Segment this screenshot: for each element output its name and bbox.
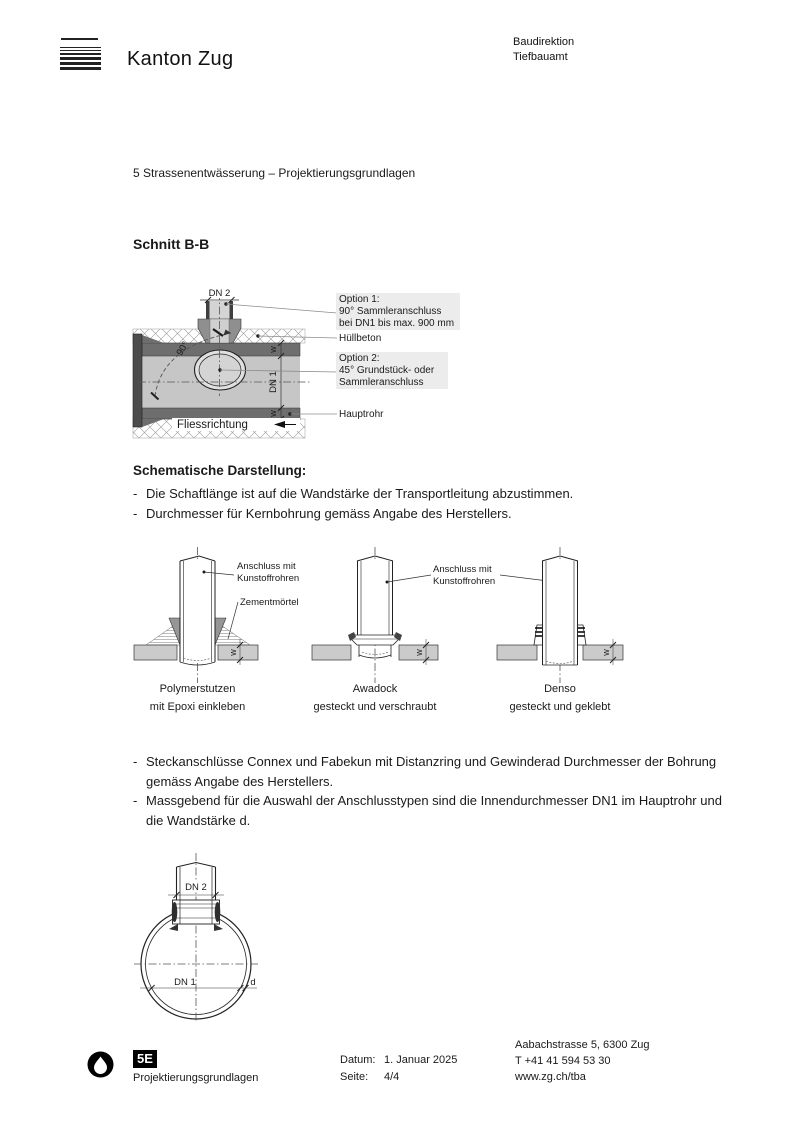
anschluss-label-line1: Anschluss mit bbox=[237, 561, 296, 572]
connection-types-figure bbox=[133, 545, 668, 720]
dim-dn1-label: DN 1 bbox=[268, 371, 279, 393]
water-drop-icon bbox=[87, 1051, 114, 1078]
caption-polymerstutzen-2: mit Epoxi einkleben bbox=[149, 701, 246, 713]
date-label: Datum: bbox=[340, 1054, 376, 1066]
option2-line2: 45° Grundstück- oder bbox=[339, 365, 435, 376]
huellbeton-label: Hüllbeton bbox=[339, 333, 382, 344]
bullet-text: Die Schaftlänge ist auf die Wandstärke der Transportleitung abzustimmen. bbox=[146, 486, 574, 501]
footer-left bbox=[133, 1050, 258, 1084]
date-value: 1. Januar 2025 bbox=[384, 1054, 458, 1066]
page-label: Seite: bbox=[340, 1071, 369, 1083]
anschluss-shared-line2: Kunstoffrohren bbox=[433, 576, 496, 587]
department-line: Baudirektion bbox=[513, 36, 575, 48]
schematic-bullet-list bbox=[133, 484, 733, 523]
caption-awadock-2: gesteckt und verschraubt bbox=[313, 701, 437, 713]
caption-awadock-1: Awadock bbox=[352, 683, 398, 695]
footer-address bbox=[515, 1037, 650, 1085]
list-item: - Die Schaftlänge ist auf die Wandstärke der Transportleitung abzustimmen. bbox=[133, 484, 733, 504]
list-item: - Massgebend für die Auswahl der Anschlusstypen sind die Innendurchmesser DN1 im Hauptrohr und die Wandstärke d. bbox=[133, 791, 725, 830]
bullet-text: Durchmesser für Kernbohrung gemäss Angabe des Herstellers. bbox=[146, 505, 512, 521]
zementmoertel-label: Zementmörtel bbox=[240, 597, 299, 608]
slab-left bbox=[134, 645, 177, 660]
bullet-text: Steckanschlüsse Connex und Fabekun mit Distanzring und Gewinderad Durchmesser der Bohrung gemäss Angabe des Herstellers. bbox=[146, 754, 717, 789]
option2-line1: Option 2: bbox=[339, 353, 380, 364]
bullet-text: Massgebend für die Auswahl der Anschlusstypen sind die Innendurchmesser DN1 im Hauptrohr und die Wandstärke d. bbox=[146, 793, 722, 828]
dim-w-top-label: w bbox=[268, 346, 278, 353]
footer-meta bbox=[340, 1052, 457, 1086]
dim-w-label: w bbox=[228, 649, 238, 656]
kanton-zug-logo-icon bbox=[60, 38, 102, 70]
canton-title: Kanton Zug bbox=[127, 48, 234, 70]
section-heading-schnitt: Schnitt B-B bbox=[133, 236, 210, 252]
notes-bullet-list bbox=[133, 752, 725, 830]
flow-direction-label: Fliessrichtung bbox=[177, 419, 248, 431]
dim-d-label: d bbox=[250, 977, 256, 988]
option1-line2: 90° Sammleranschluss bbox=[339, 306, 442, 317]
caption-denso-2: gesteckt und geklebt bbox=[509, 701, 611, 713]
branch-pipe-wall-left bbox=[206, 301, 210, 321]
chapter-code-badge: 5E bbox=[133, 1050, 157, 1068]
anschluss-shared-line1: Anschluss mit bbox=[433, 564, 492, 575]
caption-polymerstutzen-1: Polymerstutzen bbox=[159, 683, 236, 695]
coupling-sleeve bbox=[173, 900, 220, 924]
caption-denso-1: Denso bbox=[544, 683, 576, 695]
list-item: - Steckanschlüsse Connex und Fabekun mit Distanzring und Gewinderad Durchmesser der Bohrung gemäss Angabe des Herstellers. bbox=[133, 752, 725, 791]
dim-dn2-label: DN 2 bbox=[208, 288, 231, 299]
schnitt-bb-figure bbox=[128, 284, 468, 452]
anschluss-label-line2: Kunstoffrohren bbox=[237, 573, 300, 584]
dim-w-label: w bbox=[601, 649, 611, 656]
pipe-bell-socket bbox=[133, 334, 142, 427]
department-block bbox=[513, 35, 574, 65]
office-line: Tiefbauamt bbox=[513, 51, 568, 63]
address-line: www.zg.ch/tba bbox=[515, 1071, 586, 1083]
angle-90-label: 90° bbox=[174, 339, 192, 358]
slab-left bbox=[312, 645, 351, 660]
awadock-fitting bbox=[352, 635, 398, 645]
doc-title: 5 Strassenentwässerung – Projektierungsgrundlagen bbox=[133, 166, 416, 180]
address-line: T +41 41 594 53 30 bbox=[515, 1055, 611, 1067]
section-heading-schematisch: Schematische Darstellung: bbox=[133, 463, 307, 478]
option1-line3: bei DN1 bis max. 900 mm bbox=[339, 318, 455, 329]
list-item: - Durchmesser für Kernbohrung gemäss Angabe des Herstellers. bbox=[133, 504, 733, 524]
option1-line1: Option 1: bbox=[339, 294, 380, 305]
dim-w-bottom-label: w bbox=[268, 410, 278, 417]
dim-w-label: w bbox=[414, 649, 424, 656]
dim-dn1-label: DN 1 bbox=[174, 977, 196, 988]
slab-left bbox=[497, 645, 537, 660]
dim-dn2-label: DN 2 bbox=[185, 882, 207, 893]
address-line: Aabachstrasse 5, 6300 Zug bbox=[515, 1039, 650, 1051]
pipe-detail-figure bbox=[130, 850, 290, 1028]
hauptrohr-label: Hauptrohr bbox=[339, 409, 384, 420]
option2-line3: Sammleranschluss bbox=[339, 377, 424, 388]
footer-doc-name: Projektierungsgrundlagen bbox=[133, 1072, 259, 1084]
page-value: 4/4 bbox=[384, 1071, 400, 1083]
